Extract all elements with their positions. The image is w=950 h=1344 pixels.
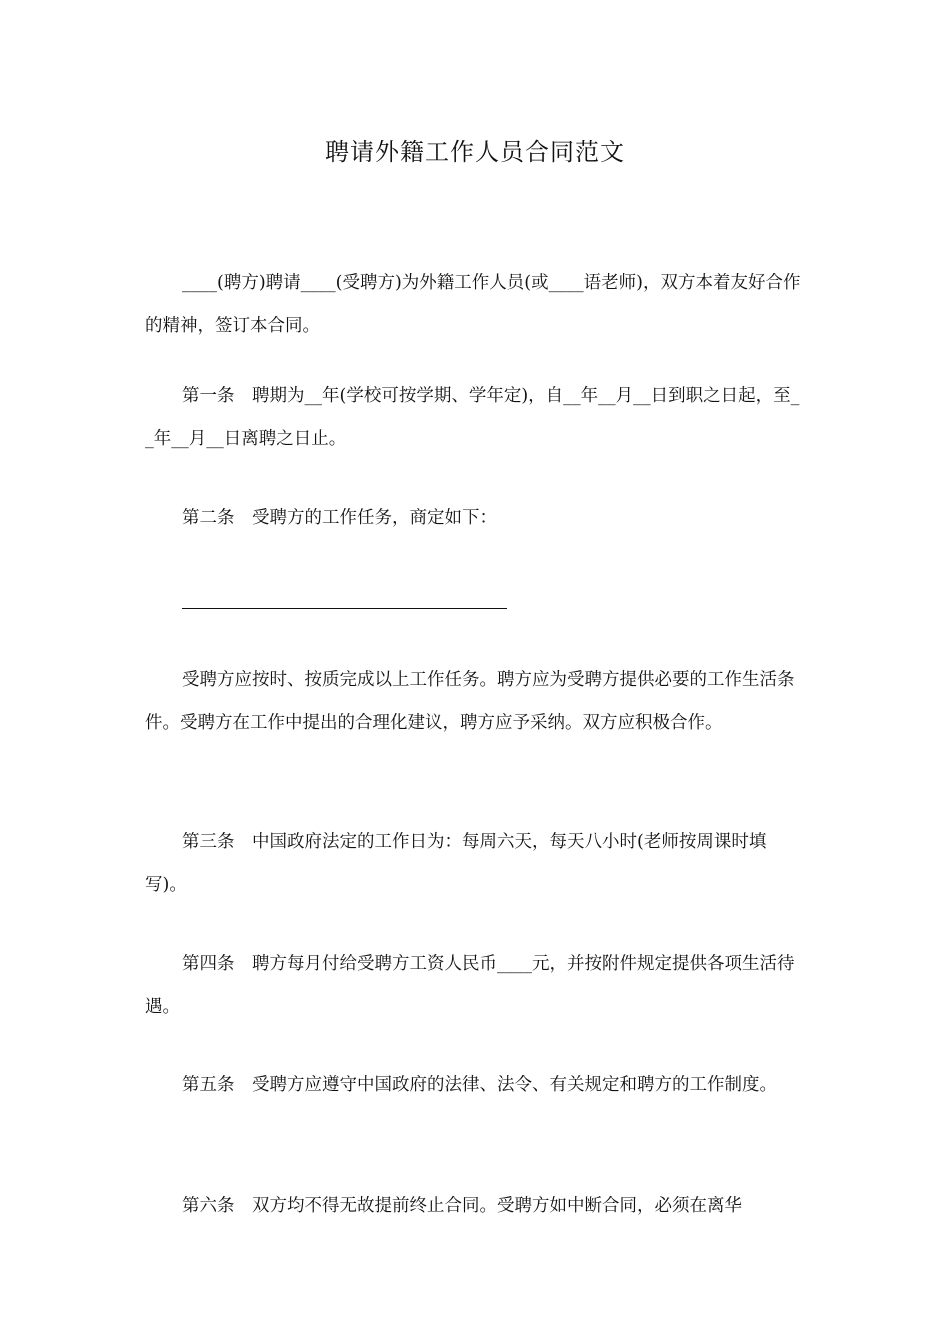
paragraph-article-4: 第四条 聘方每月付给受聘方工资人民币____元，并按附件规定提供各项生活待遇。 [145, 954, 795, 1017]
fill-in-blank-line [182, 608, 507, 609]
paragraph-article-5: 第五条 受聘方应遵守中国政府的法律、法令、有关规定和聘方的工作制度。 [182, 1075, 777, 1095]
paragraph-article-3: 第三条 中国政府法定的工作日为：每周六天，每天八小时(老师按周课时填写)。 [145, 832, 767, 895]
document-title: 聘请外籍工作人员合同范文 [325, 138, 625, 166]
paragraph-article-2: 第二条 受聘方的工作任务，商定如下： [182, 508, 497, 528]
paragraph-article-1: 第一条 聘期为__年(学校可按学期、学年定)，自__年__月__日到职之日起，至__年__月__日离聘之日止。 [145, 386, 800, 449]
paragraph-intro: ____(聘方)聘请____(受聘方)为外籍工作人员(或____语老师)，双方本着友好合作的精神，签订本合同。 [145, 273, 801, 336]
paragraph-article-6: 第六条 双方均不得无故提前终止合同。受聘方如中断合同，必须在离华 [182, 1196, 742, 1216]
paragraph-work-requirements: 受聘方应按时、按质完成以上工作任务。聘方应为受聘方提供必要的工作生活条件。受聘方在工作中提出的合理化建议，聘方应予采纳。双方应积极合作。 [145, 670, 795, 733]
